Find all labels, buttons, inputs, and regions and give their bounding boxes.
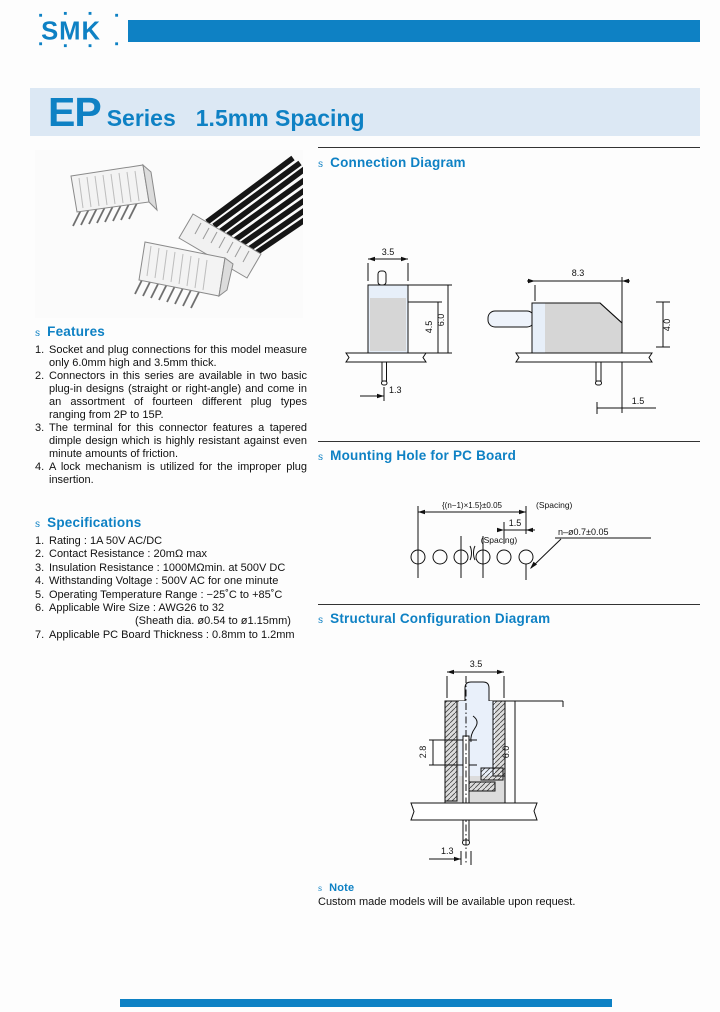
footer-blue-bar	[120, 999, 612, 1007]
specifications-heading: s Specifications	[35, 515, 142, 530]
section-marker: s	[318, 452, 324, 463]
wire-size-note: (Sheath dia. ø0.54 to ø1.15mm)	[135, 615, 291, 628]
smk-logo	[33, 11, 129, 49]
dim-label: 8.3	[571, 268, 585, 278]
connection-diagram-drawing	[330, 235, 690, 435]
list-item: 4. Withstanding Voltage : 500V AC for one minute	[35, 575, 279, 588]
section-marker: s	[35, 519, 41, 530]
dim-label: 2.8	[418, 745, 428, 759]
product-photo	[35, 150, 303, 318]
list-item: 1. Socket and plug connections for this model measure only 6.0mm high and 3.5mm thick.	[35, 344, 307, 369]
list-item: 2. Contact Resistance : 20mΩ max	[35, 548, 208, 561]
features-list	[35, 344, 307, 487]
section-marker: s	[318, 159, 324, 170]
section-marker: s	[35, 328, 41, 339]
series-code: EP	[48, 89, 101, 135]
list-item: 7. Applicable PC Board Thickness : 0.8mm to 1.2mm	[35, 628, 295, 641]
series-word: Series	[106, 105, 176, 131]
dim-label: 6.0	[501, 745, 511, 759]
dim-label: 4.0	[662, 318, 672, 332]
mounting-hole-drawing	[395, 492, 657, 587]
section-rule	[318, 147, 700, 148]
dim-label: {(n−1)×1.5}±0.05	[442, 501, 502, 510]
dim-label: 1.5	[508, 518, 522, 528]
section-rule	[318, 441, 700, 442]
note-heading: s Note	[318, 882, 355, 894]
spacing-label: (Spacing)	[536, 500, 573, 510]
dim-label: 4.5	[424, 320, 434, 334]
header-blue-bar	[128, 20, 700, 42]
list-item: 5. Operating Temperature Range : −25˚C to +85˚C	[35, 588, 283, 601]
list-item: 3. Insulation Resistance : 1000MΩmin. at 500V DC	[35, 561, 286, 574]
dim-label: 1.3	[441, 846, 454, 856]
connection-diagram-heading: s Connection Diagram	[318, 155, 466, 170]
hole-size-label: n–ø0.7±0.05	[558, 527, 609, 537]
dim-label: 1.3	[389, 385, 402, 395]
list-item: 3. The terminal for this connector features a tapered dimple design which is highly resistant against even minute amounts of friction.	[35, 422, 307, 460]
section-marker: s	[318, 884, 323, 893]
mounting-hole-heading: s Mounting Hole for PC Board	[318, 448, 517, 463]
features-heading: s Features	[35, 324, 106, 339]
logo-text: SMK	[41, 17, 101, 46]
list-item: 1. Rating : 1A 50V AC/DC	[35, 535, 163, 547]
spacing-label: (Spacing)	[480, 535, 518, 545]
series-title-band	[30, 88, 700, 136]
list-item: 4. A lock mechanism is utilized for the improper plug insertion.	[35, 461, 307, 486]
specifications-list	[35, 535, 307, 642]
dim-label: 3.5	[469, 659, 483, 669]
dim-label: 3.5	[381, 247, 395, 257]
structural-diagram-drawing	[385, 648, 620, 873]
list-item: 2. Connectors in this series are available in two basic plug-in designs (straight or right-angle) and come in an assortment of fourteen different plug types ranging from 2P to 15P.	[35, 370, 307, 421]
structural-diagram-heading: s Structural Configuration Diagram	[318, 611, 551, 626]
list-item: 6. Applicable Wire Size : AWG26 to 32	[35, 602, 225, 615]
dim-label: 6.0	[436, 313, 446, 327]
section-marker: s	[318, 615, 324, 626]
section-rule	[318, 604, 700, 605]
note-text: Custom made models will be available upon request.	[318, 896, 576, 908]
series-spacing: 1.5mm Spacing	[195, 105, 365, 131]
dim-label: 1.5	[631, 396, 645, 406]
